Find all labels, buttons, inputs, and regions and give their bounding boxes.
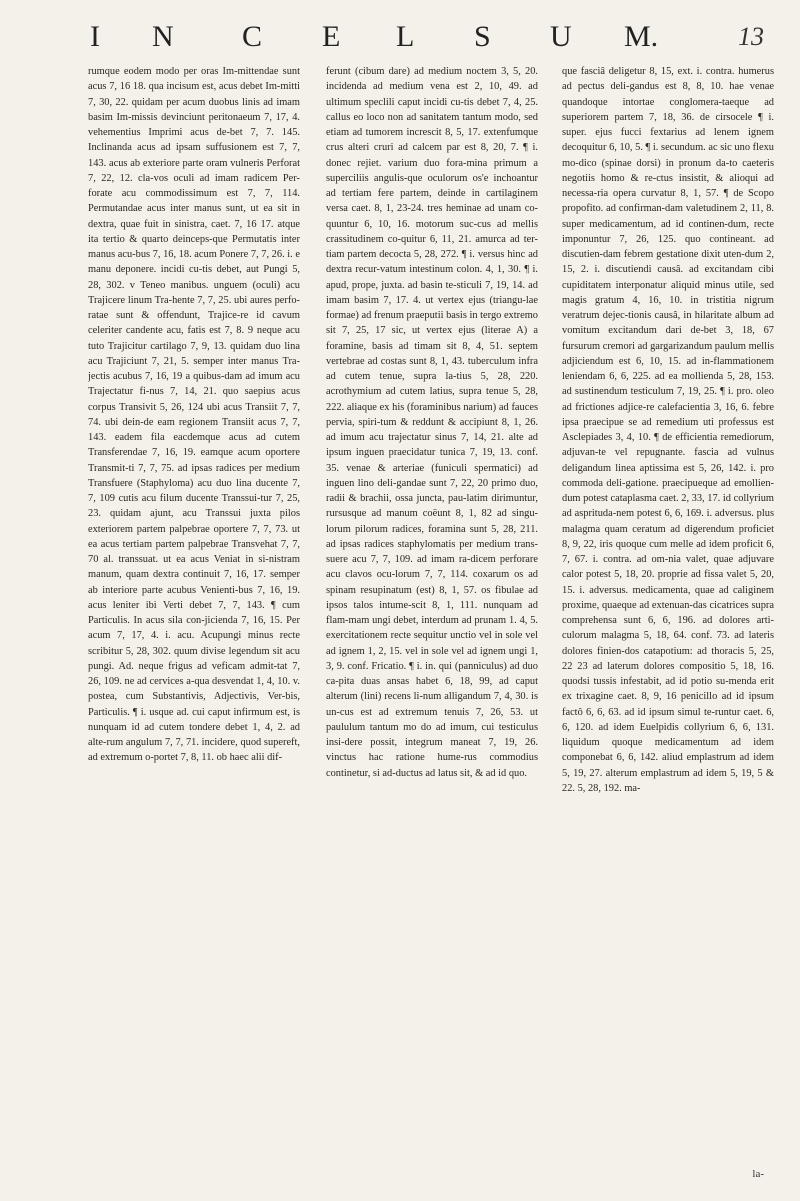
running-head-letter: I — [90, 20, 100, 53]
running-head-letter: C — [242, 20, 263, 53]
text-column-left: rumque eodem modo per oras Im-mittendae sunt acus 7, 16 18. qua incisum est, acus debet Im-mitti 7, 30, 22. quidam per acum duobus linis ad imam basim Im-missis devinciunt peritonaeum 7, 17, 4. vehementius Imprimi acus de-bet 7, 7. 145. Inclinanda acus ad ipsam suffusionem est 7, 7, 143. acus ab exteriore parte oram vulneris Perforat 7, 22, 12. cla-vos oculi ad imam radicem Per-forate acu commodissimum est 7, 7, 114. Permutandae acus inter manus sunt, ut ea sit in dextra, quae fuit in sinistra, caet. 7, 16 17. atque ita tertio & quarto deinceps-que Permutatis inter manus acu-bus 7, 16, 18. acum Ponere 7, 7, 26. i. e manu deponere. incidi cu-tis debet, aut Pungi 5, 28, 302. v Teneo manibus. unguem (oculi) acu Trajicere linum Tra-hente 7, 7, 25. ubi aures perfo-ratae sunt & offendunt, Trajice-re id cavum celeriter candente acu, fatis est 7, 8. 9 neque acu tuto Trajicitur cartilago 7, 9, 13. quidam duo lina acu Trajiciunt 7, 21, 5. semper inter manus Tra-jectis acubus 7, 16, 19 a quibus-dam ad imum acu Trajectatur fi-nus 7, 14, 21. quo saepius acus corpus Transivit 5, 26, 124 ubi acus Transiit 7, 7, 74. ubi dein-de eam regionem Transiit acus 7, 7, 143. eadem fila eacdemque acus ad cutem Transferendae 7, 16, 19. eamque acum oportere Transmit-ti 7, 7, 75. ad ipsas radices per medium Transfuere (Staphyloma) acu duo lina ducente 7, 7, 109 cutis acu filum ducente Transsui-tur 7, 25, 23. quidam ajunt, acu Transsui juxta pilos exteriorem partem palpebrae oportere 7, 7, 73. ut ea acus tertiam partem palpebrae Transvehat 7, 7, 70 al. transsuat. ut ea acus Veniat in si-nistram manum, quam dextra continuit 7, 16, 17. semper ab interiore parte acubus Venienti-bus 7, 16, 19. acus leniter ibi Verti debet 7, 7, 143. ¶ cum Particulis. In acus sila con-jicienda 7, 16, 15. Per acum 7, 17, 4. i. acu. Acupungi minus recte scribitur 5, 28, 302. quum divise legendum sit acu pungi. Ad. neque frigus ad veficam admit-tat 7, 26, 109. ne ad cervices a-qua desvendat 1, 4, 10. v. postea, cum Substantivis, Adjectivis, Ver-bis, Particulis. ¶ i. usque ad. cui caput infirmum est, is nunquam id ad cutem tondere debet 1, 4, 2. ad alte-rum angulum 7, 7, 71. incidere, quod supereft, ad extremum o-portet 7, 8, 11. ob haec alii dif- — [88, 66, 300, 764]
running-head-letter: L — [396, 20, 415, 53]
running-head-letter: E — [322, 20, 341, 53]
running-head-letter: U — [550, 20, 572, 53]
text-column-middle: ferunt (cibum dare) ad medium noctem 3, 5, 20. incidenda ad medium vena est 2, 10, 49. ad ultimum speclili caput incidi cu-tis debet 7, 4, 25. callus eo loco non ad sanitatem tantum modo, sed etiam ad tumorem increscit 8, 5, 17. extenfumque crus alteri cruri ad calcem par est 8, 20, 7. ¶ i. donec rejiet. varium duo fora-mina primum a superciliis angulis-que oculorum os'e inchoantur ad tertiam fere partem, deinde in cartilaginem versa caet. 8, 1, 23-24. tres heminae ad unam co-quuntur 6, 10, 16. motorum suc-cus ad mellis crassitudinem co-quitur 6, 11, 21. amurca ad ter-tiam partem decocta 5, 28, 272. ¶ i. versus hinc ad dextra recur-vatum intestinum colon. 4, 1, 30. ¶ i. apud, prope, juxta. ad basin te-sticuli 7, 19, 14. ad imam basim 7, 17. 4. ut vertex ejus (triangu-lae formae) ad frenum praeputii basis in tergo extremo sit 7, 25, 17 sic, ut vertex ejus (literae A) a foramine, basis ad timam sit 8, 4, 51. septem vertebrae ad costas sunt 8, 1, 43. tuberculum infra ad cutem tenue, supra la-tius 5, 28, 220. acrothymium ad cutem latius, supra tenue 5, 28, 222. aliaque ex his (foraminibus narium) ad fauces pervia, spiri-tum & reddunt & accipiunt 8, 1, 26. ad imum acu trajectatur sinus 7, 14, 21. alte ad ipsum inguen praecidatur tunica 7, 19, 13. conf. 35. venae & arteriae (funiculi spermatici) ad inguen lino deli-gandae sunt 7, 22, 20 primo duo, radii & brachii, ossa juncta, pau-latim dirimuntur, rursusque ad manum coëunt 8, 1, 82 ad singu-lorum pilorum radices, foramina sunt 5, 28, 211. ad ipsas radices staphylomatis per medium trans-suere acu 7, 7, 109. ad imam ra-dicem perforare acu clavos ocu-lorum 7, 7, 114. coxarum os ad spinam resupinatum (est) 8, 1, 57. os fibulae ad ipsos talos intume-scit 8, 1, 111. nunquam ad flam-mam ungi debet, interdum ad prunam 1. 4, 5. exercitationem recte sequitur unctio vel in sole vel ad ignem 1, 2, 15. vel in sole vel ad ignem ungi 1, 3, 9. conf. Fricatio. ¶ i. in. qui (panniculus) ad duo ca-pita duas ansas habet 6, 18, 99, ad caput alterum (lini) recens li-num alligandum 7, 4, 30. is un-cus est ad extremum tenuis 7, 26, 53. ut paululum tantum mo do ad imum, cui testiculus insi-dere possit, integrum maneat 7, 19, 26. vinctus hac ratione hume-rus commodius continetur, si ad-ductus ad latus sit, & ad id quo. — [326, 66, 538, 779]
running-head — [90, 18, 750, 62]
text-column-right: que fasciâ deligetur 8, 15, ext. i. contra. humerus ad pectus deli-gandus est 8, 8, 10. hae venae quandoque intortae conglomera-taeque ad superiorem partem 7, 18, 36. de cirsocele ¶ i. super. ejus fucci fextarius ad lenem ignem decoquitur 6, 10, 5. ¶ i. secundum. ac sic uno flexu mo-dico (spinae dorsi) in pronum da-to caeteris negotiis homo & re-ctus insistit, & alioqui ad necessa-ria opera curvatur 8, 1, 57. ¶ de Scopo propofito. ad confirman-dam valetudinem 2, 11, 8. super medicamentum, ad id continen-dum, recte imponuntur 7, 26, 125. quo contineant. ad discutien-dam febrem gestatione dixit uten-dum 2, 15, 2. i. discutiendi causâ. ad excitandam cibi cupiditatem interponatur aliquid minus utile, sed magis gratum 4, 16, 10. in tristitia nigrum veratrum dejec-tionis causâ, in hilaritate album ad vomitum excitandum dari de-bet 3, 18, 67 fursurum cremori ad gargarizandum paulum mellis adjiciendum est 6, 10, 15. ad in-flammationem leniendam 6, 6, 225. ad ea mollienda 5, 28, 153. ad sustinendum testiculum 7, 19, 25. ¶ i. pro. oleo ad frictiones adjice-re calefacientia 3, 16, 6. febre ipsa praecipue se ad remedium uti professus est Asclepiades 3, 4, 10. ¶ de efficientia remediorum, adjuvan-te vel repugnante. fascia ad vulnus deligandum linea aptissima est 5, 26, 142. i. pro commoda deli-gatione. praecipueque ad emollien-dum potest cataplasma caet. 2, 33, 17. id collyrium ad asprituda-nem potest 6, 6, 169. i. adversus. plus malagma quam ceratum ad digerendum proficiet 8, 9, 22, iris quoque cum melle ad idem proficit 6, 7, 67. i. contra. ad om-nia valet, quae adjuvare calor potest 5, 18, 20. proprie ad fissa valet 5, 20, 15. i. adversus. medicamenta, quae ad caliginem proxime, quaeque ad extenuan-das cicatrices supra comprehensa sunt 6, 6, 196. ad dolores arti-culorum malagma 5, 18, 64. conf. 73. ad lateris dolores finien-dos catapotium: ad thoracis 5, 25, 22 23 ad laterum dolores compositio 5, 18, 16. quodsi tussis infestabit, ad id potio su-menda erit ex trixagine caet. 8, 9, 16 penicillo ad id ipsum factô 6, 6, 63. ad id ipsum simul te-runtur caet. 6, 6, 120. ad idem Euelpidis collyrium 6, 6, 131. liquidum quoque medicamentum ad idem componebat 6, 6, 142. aliud emplastrum ad idem 5, 19, 27. alterum emplastrum ad idem 5, 19, 5 & 22. 5, 28, 192. ma- — [562, 66, 774, 794]
running-head-letter: S — [474, 20, 491, 53]
running-head-letter: M. — [624, 20, 659, 53]
running-head-letter: N — [152, 20, 174, 53]
catchword: la- — [752, 1168, 764, 1180]
page-number: 13 — [738, 22, 764, 51]
index-columns — [88, 64, 774, 1189]
